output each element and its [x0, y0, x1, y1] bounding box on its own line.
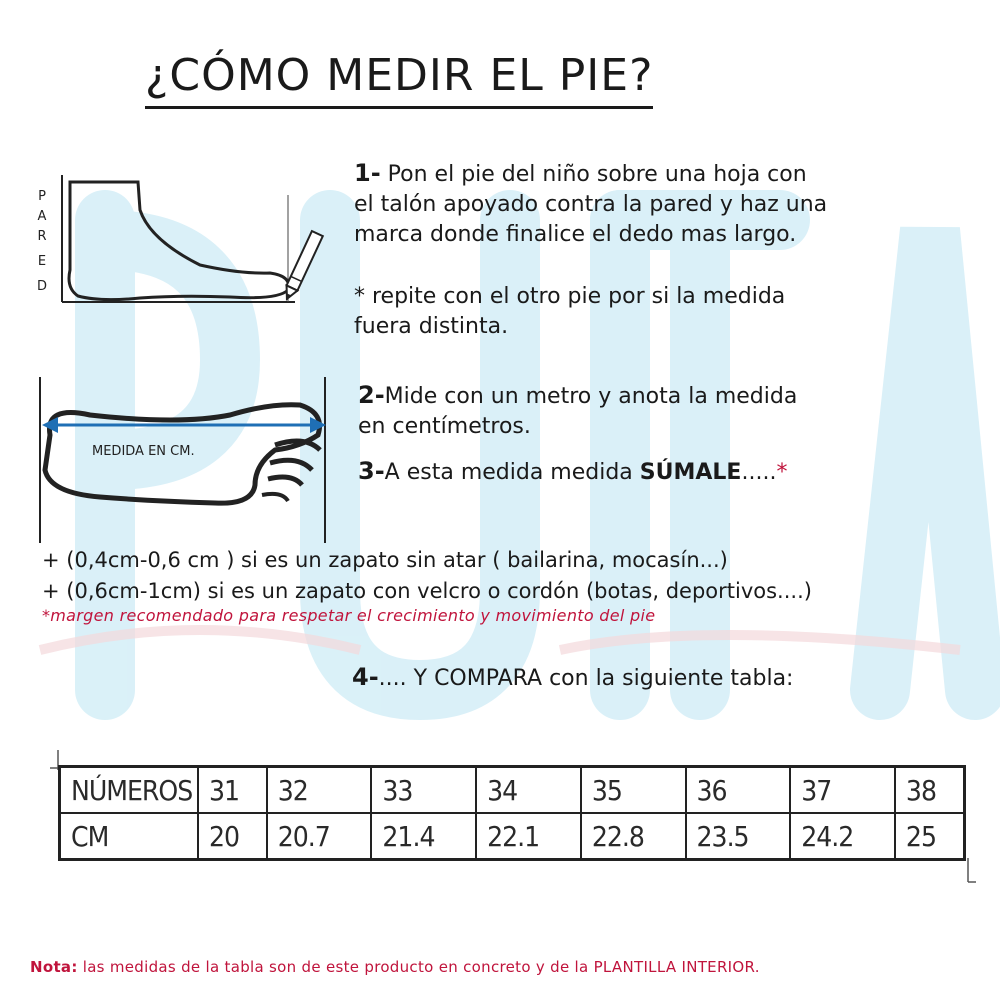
pared-letter: R [37, 229, 47, 244]
bottom-note-label: Nota: [30, 958, 78, 976]
step-4-text: .... Y COMPARA con la siguiente tabla: [378, 666, 794, 691]
step-2-number: 2- [358, 381, 385, 409]
step-2-block [358, 380, 978, 442]
table-cell: 35 [581, 767, 686, 814]
foot-wall-illustration [30, 170, 330, 310]
table-cell: 20 [198, 813, 267, 860]
step-3-number: 3- [358, 457, 385, 485]
table-cell: 22.8 [581, 813, 686, 860]
table-cell: 36 [686, 767, 791, 814]
step-2-line: en centímetros. [358, 414, 531, 439]
step-4-block [352, 662, 793, 694]
step-1-line: Pon el pie del niño sobre una hoja con [387, 162, 807, 187]
table-cell: 24.2 [790, 813, 895, 860]
step-1-note-line: * repite con el otro pie por si la medida [354, 284, 786, 309]
step-2-line: Mide con un metro y anota la medida [384, 384, 798, 409]
pared-letter: P [38, 189, 46, 204]
step-3-text: A esta medida medida [384, 460, 640, 485]
table-cell: 33 [371, 767, 476, 814]
page-title: ¿CÓMO MEDIR EL PIE? [145, 48, 653, 109]
step-1-line: el talón apoyado contra la pared y haz una [354, 192, 828, 217]
table-cell: 32 [267, 767, 372, 814]
table-cell: 34 [476, 767, 581, 814]
step-3-asterisk: * [776, 460, 788, 485]
step-1-line: marca donde finalice el dedo mas largo. [354, 222, 797, 247]
table-cell: 38 [895, 767, 965, 814]
pared-letter: A [37, 209, 47, 224]
step-1-block [354, 158, 974, 342]
footprint-measure-illustration [30, 375, 340, 545]
table-cell: 31 [198, 767, 267, 814]
table-cell: 21.4 [371, 813, 476, 860]
pared-letter: E [37, 254, 47, 269]
medida-en-cm-label: MEDIDA EN CM. [92, 444, 195, 459]
step-3-bold: SÚMALE [639, 460, 742, 485]
step-3-block [358, 456, 978, 488]
bottom-note [30, 958, 760, 976]
step-4-number: 4- [352, 663, 379, 691]
step-1-number: 1- [354, 159, 381, 187]
bottom-note-text: las medidas de la tabla son de este producto en concreto y de la PLANTILLA INTERIOR. [77, 958, 760, 976]
table-cell: 25 [895, 813, 965, 860]
table-cell: NÚMEROS [60, 767, 199, 814]
table-row [60, 767, 965, 814]
margin-note: *margen recomendado para respetar el crecimiento y movimiento del pie [42, 606, 656, 625]
step-1-note-line: fuera distinta. [354, 314, 509, 339]
table-cell: CM [60, 813, 199, 860]
pared-letter: D [36, 279, 48, 294]
plus-line: + (0,6cm-1cm) si es un zapato con velcro o cordón (botas, deportivos....) [42, 579, 812, 603]
table-corner-mark [40, 750, 60, 770]
step-3-dots: ..... [741, 460, 777, 485]
table-cell: 37 [790, 767, 895, 814]
table-row [60, 813, 965, 860]
plus-line: + (0,4cm-0,6 cm ) si es un zapato sin atar ( bailarina, mocasín...) [42, 548, 728, 572]
table-cell: 22.1 [476, 813, 581, 860]
table-corner-mark [960, 858, 980, 886]
table-cell: 23.5 [686, 813, 791, 860]
table-cell: 20.7 [267, 813, 372, 860]
size-table [58, 765, 966, 861]
